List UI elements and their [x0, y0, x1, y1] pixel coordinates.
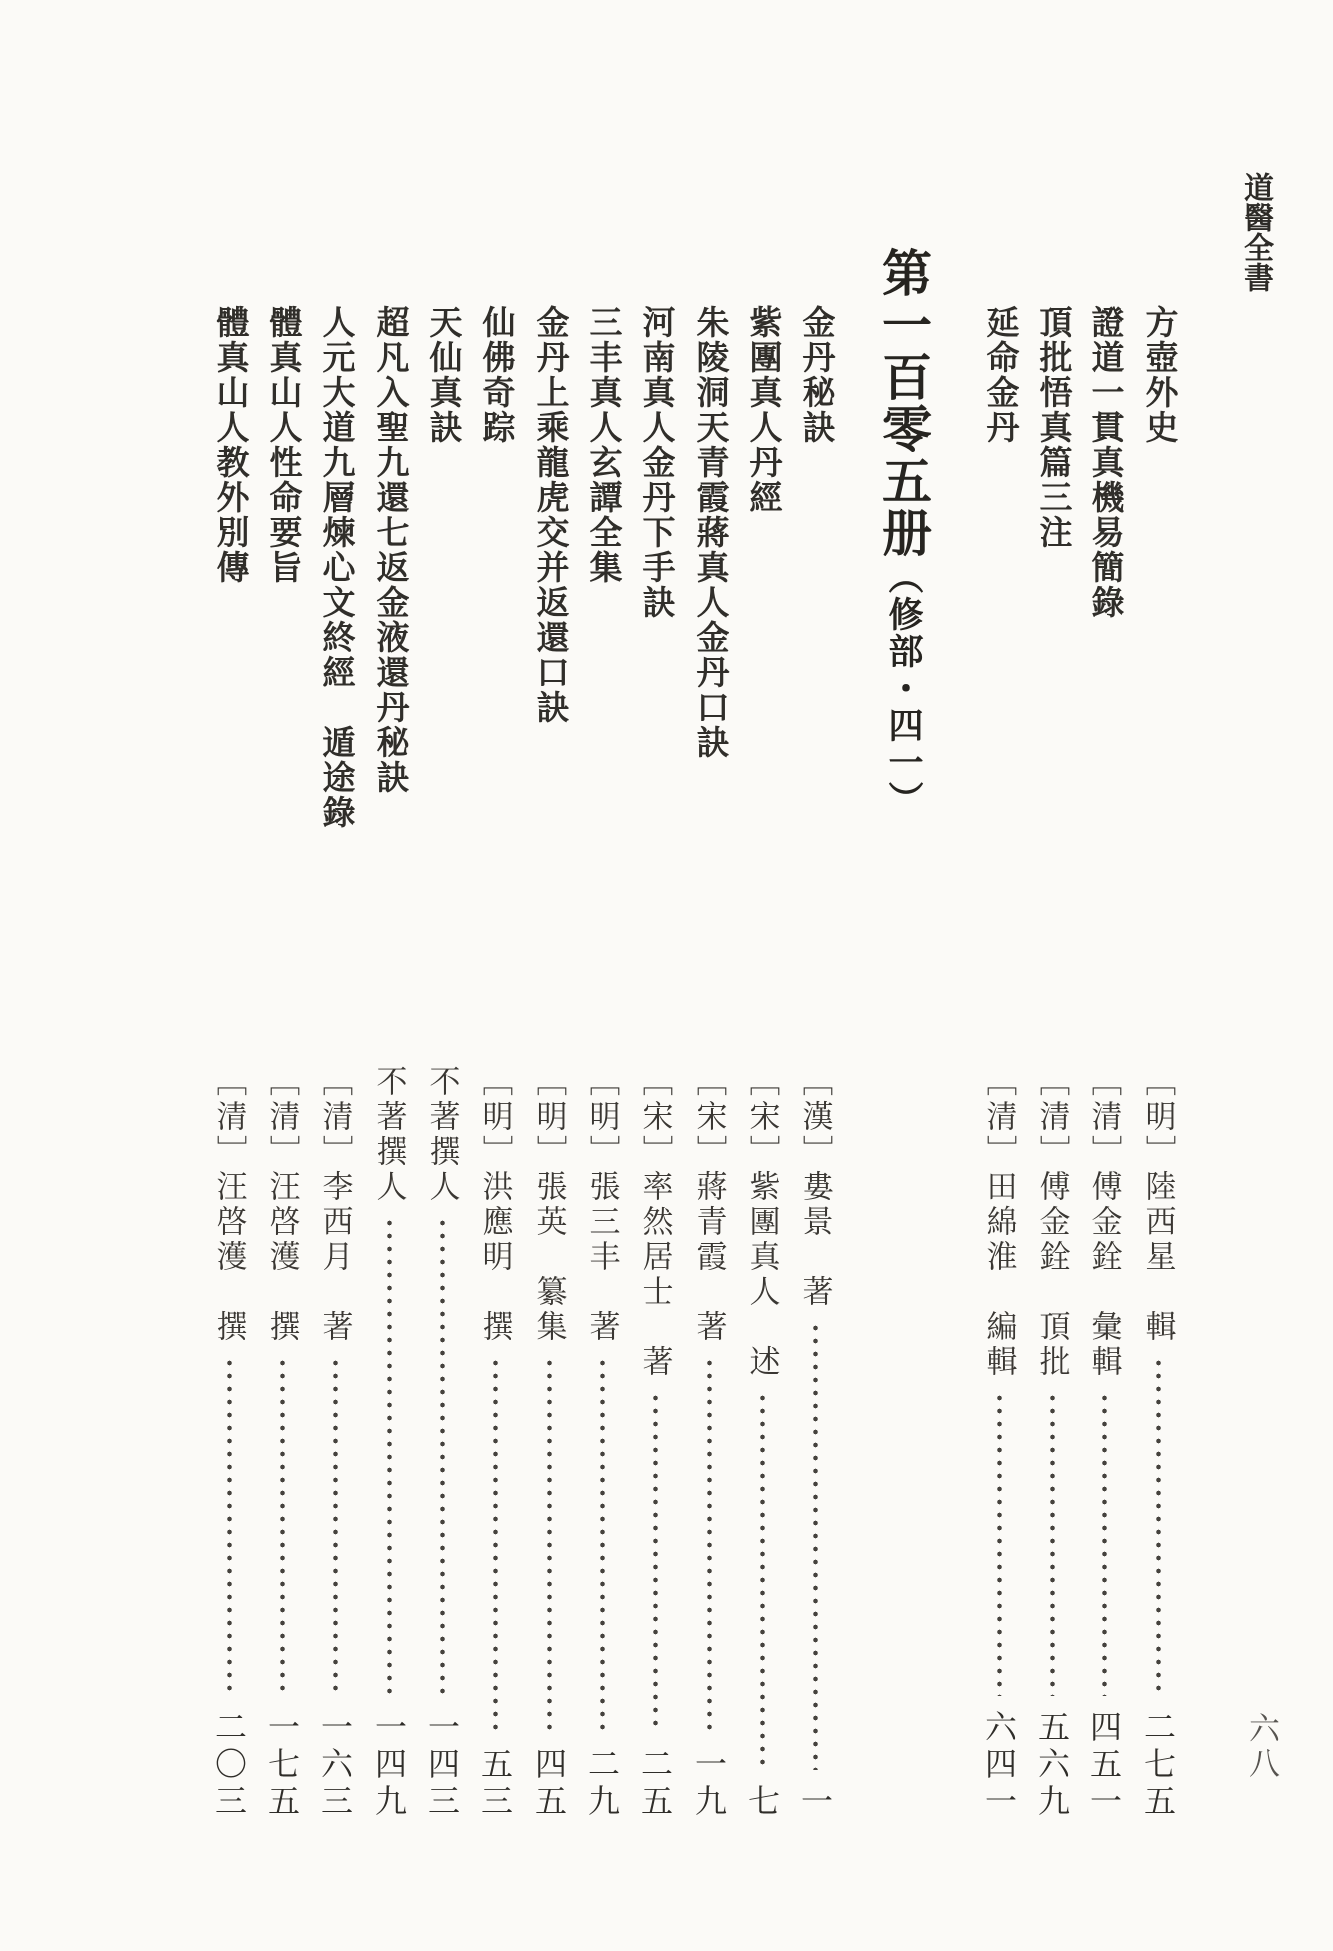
dotted-leader: [333, 1357, 338, 1696]
entry-page-number: 七: [744, 1784, 780, 1821]
dotted-leader: [653, 1392, 658, 1733]
entry-author: ［明］張英 纂集: [531, 1065, 567, 1345]
folio-page-number: 六八: [1244, 1712, 1279, 1782]
entry-author: ［清］汪啓濩 撰: [211, 1065, 247, 1345]
toc-entry: [788, 305, 842, 1821]
dotted-leader: [1102, 1392, 1107, 1696]
volume-heading: [850, 247, 931, 818]
dotted-leader: [547, 1357, 552, 1733]
entry-author: ［清］傅金銓 頂批: [1034, 1065, 1070, 1380]
entry-page-number: 二九: [584, 1747, 620, 1821]
entry-title: 體真山人教外別傳: [211, 305, 248, 585]
entry-title: 人元大道九層煉心文終經 遁途錄: [317, 305, 354, 830]
toc-entry: [362, 305, 416, 1821]
entry-title: 方壺外史: [1140, 305, 1177, 445]
entry-page-number: 一六三: [317, 1710, 353, 1821]
entry-title: 體真山人性命要旨: [264, 305, 301, 585]
entry-page-number: 四五一: [1086, 1710, 1122, 1821]
entry-page-number: 四五: [531, 1747, 567, 1821]
toc-entry: [575, 305, 629, 1821]
toc-entry: [255, 305, 309, 1821]
entry-page-number: 一四三: [424, 1710, 460, 1821]
entry-page-number: 二五: [637, 1747, 673, 1821]
dotted-leader: [280, 1357, 285, 1696]
entry-page-number: 一: [797, 1784, 833, 1821]
toc-entry: [1131, 305, 1185, 1821]
dotted-leader: [227, 1357, 232, 1696]
entry-author: ［明］洪應明 撰: [477, 1065, 513, 1345]
volume-section: （修部・四一）: [884, 559, 923, 818]
entry-title: 金丹秘訣: [797, 305, 834, 445]
entry-title: 河南真人金丹下手訣: [637, 305, 674, 620]
entry-page-number: 五三: [477, 1747, 513, 1821]
toc-entry: [308, 305, 362, 1821]
dotted-leader: [600, 1357, 605, 1733]
dotted-leader: [1050, 1392, 1055, 1696]
entry-author: 不著撰人: [424, 1065, 460, 1205]
entry-author: ［清］李西月 著: [317, 1065, 353, 1345]
volume-number: 第一百零五册: [875, 247, 931, 559]
dotted-leader: [493, 1357, 498, 1733]
entry-title: 金丹上乘龍虎交并返還口訣: [531, 305, 568, 725]
entry-author: 不著撰人: [371, 1065, 407, 1205]
book-title: 道醫全書: [1239, 172, 1272, 292]
entry-author: ［宋］紫團真人 述: [744, 1065, 780, 1380]
entry-title: 延命金丹: [981, 305, 1018, 445]
entry-title: 天仙真訣: [424, 305, 461, 445]
toc-entry: [415, 305, 469, 1821]
entry-title: 仙佛奇踪: [477, 305, 514, 445]
toc-entry: [468, 305, 522, 1821]
dotted-leader: [707, 1357, 712, 1733]
entry-author: ［清］汪啓濩 撰: [264, 1065, 300, 1345]
entry-page-number: 一四九: [371, 1710, 407, 1821]
entry-author: ［漢］婁景 著: [797, 1065, 833, 1310]
entry-page-number: 二〇三: [211, 1710, 247, 1821]
entry-page-number: 一九: [691, 1747, 727, 1821]
entry-author: ［清］田綿淮 編輯: [981, 1065, 1017, 1380]
dotted-leader: [1156, 1357, 1161, 1696]
entry-author: ［明］陸西星 輯: [1140, 1065, 1176, 1345]
entry-title: 三丰真人玄譚全集: [584, 305, 621, 585]
entry-author: ［宋］率然居士 著: [637, 1065, 673, 1380]
dotted-leader: [760, 1392, 765, 1770]
dotted-leader: [387, 1217, 392, 1696]
toc-entry: [1025, 305, 1079, 1821]
entry-title: 超凡入聖九還七返金液還丹秘訣: [371, 305, 408, 795]
entry-title: 證道一貫真機易簡錄: [1086, 305, 1123, 620]
entry-title: 紫團真人丹經: [744, 305, 781, 515]
entry-page-number: 五六九: [1034, 1710, 1070, 1821]
toc-entry: [1077, 305, 1131, 1821]
toc-entry: [522, 305, 576, 1821]
toc-entry: [682, 305, 736, 1821]
entry-author: ［宋］蔣青霞 著: [691, 1065, 727, 1345]
dotted-leader: [997, 1392, 1002, 1696]
entry-title: 頂批悟真篇三注: [1034, 305, 1071, 550]
toc-entry: [628, 305, 682, 1821]
toc-entry: [735, 305, 789, 1821]
entry-title: 朱陵洞天青霞蔣真人金丹口訣: [691, 305, 728, 760]
entry-page-number: 二七五: [1140, 1710, 1176, 1821]
entry-author: ［明］張三丰 著: [584, 1065, 620, 1345]
dotted-leader: [813, 1322, 818, 1770]
dotted-leader: [440, 1217, 445, 1696]
entry-author: ［清］傅金銓 彙輯: [1086, 1065, 1122, 1380]
entry-page-number: 一七五: [264, 1710, 300, 1821]
toc-entry: [972, 305, 1026, 1821]
toc-entry: [202, 305, 256, 1821]
entry-page-number: 六四一: [981, 1710, 1017, 1821]
